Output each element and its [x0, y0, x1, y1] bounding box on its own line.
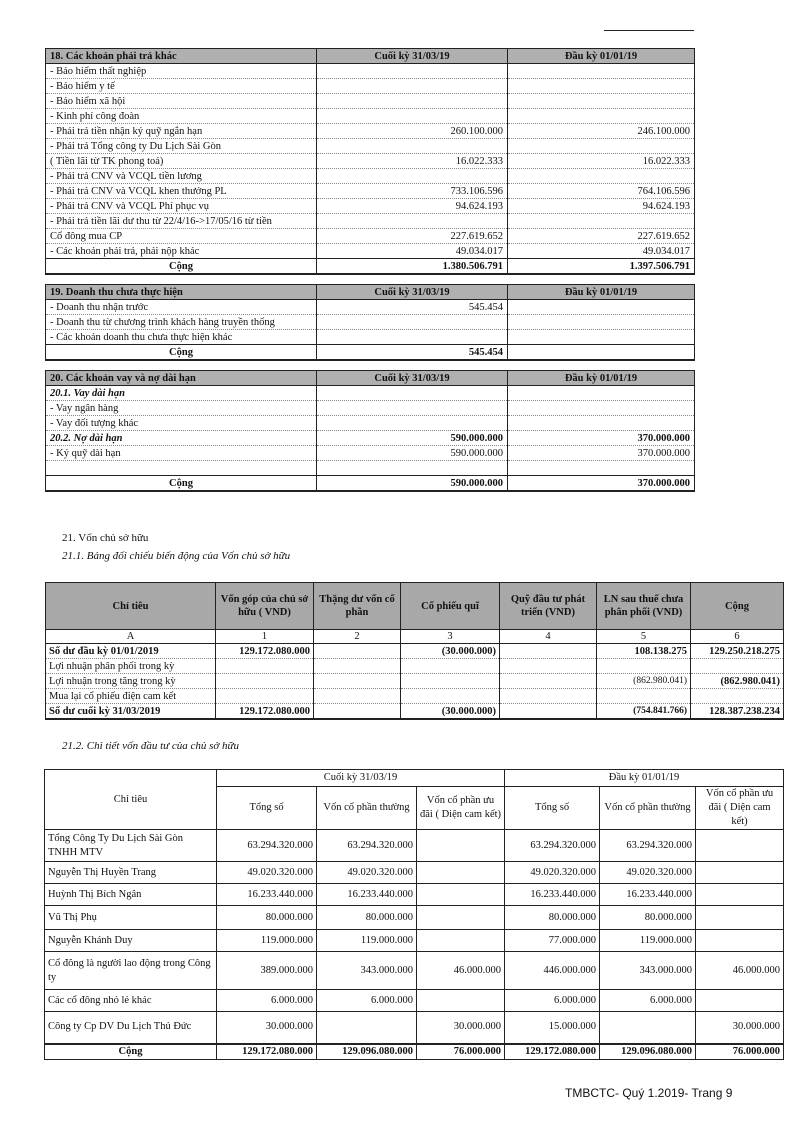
equity-row-c4: [500, 644, 597, 659]
unearned-row: [46, 330, 695, 345]
equity-row-label: Số dư đầu kỳ 01/01/2019: [46, 644, 216, 659]
inv-row-label: Tổng Công Ty Du Lịch Sài Gòn TNHH MTV: [45, 830, 217, 862]
unearned-row-end: [317, 315, 508, 330]
equity-row-c2: [314, 674, 401, 689]
investment-detail-table: [44, 769, 784, 1060]
equity-index-4: 4: [500, 630, 597, 644]
inv-row-c6: 30.000.000: [696, 1012, 784, 1044]
unearned-row-begin: [508, 315, 695, 330]
unearned-revenue-table: [45, 284, 695, 361]
inv-row-c1: 49.020.320.000: [217, 862, 317, 884]
inv-total-label: Cộng: [45, 1044, 217, 1060]
equity-row-c6: 128.387.238.234: [691, 704, 784, 720]
payables-row-begin: [508, 214, 695, 229]
inv-row-label: Nguyễn Khánh Duy: [45, 930, 217, 952]
inv-row-label: Nguyễn Thị Huyền Trang: [45, 862, 217, 884]
payables-row-label: Cổ đông mua CP: [46, 229, 317, 244]
payables-row: [46, 64, 695, 79]
loans-total-begin: 370.000.000: [508, 476, 695, 492]
payables-row-begin: 16.022.333: [508, 154, 695, 169]
inv-row-c5: 6.000.000: [600, 990, 696, 1012]
payables-title: 18. Các khoản phải trả khác: [46, 49, 317, 64]
top-rule: [604, 30, 694, 31]
inv-row-label: Huỳnh Thị Bích Ngân: [45, 884, 217, 906]
inv-row-label: Vũ Thị Phụ: [45, 906, 217, 930]
payables-row-end: 227.619.652: [317, 229, 508, 244]
inv-row: [45, 906, 784, 930]
payables-total-begin: 1.397.506.791: [508, 259, 695, 275]
loans-title: 20. Các khoản vay và nợ dài hạn: [46, 371, 317, 386]
payables-total-label: Cộng: [46, 259, 317, 275]
equity-row-c6: [691, 659, 784, 674]
loans-row-begin: [508, 401, 695, 416]
payables-row-begin: [508, 109, 695, 124]
equity-header-4: Quỹ đầu tư phát triển (VND): [500, 583, 597, 630]
payables-row-begin: [508, 169, 695, 184]
equity-row-c1: [216, 659, 314, 674]
loans-row-label: 20.2. Nợ dài hạn: [46, 431, 317, 446]
payables-row-end: 733.106.596: [317, 184, 508, 199]
inv-total-c5: 129.096.080.000: [600, 1044, 696, 1060]
payables-row-label: - Phải trả Tổng công ty Du Lịch Sài Gòn: [46, 139, 317, 154]
payables-row-label: - Phải trả CNV và VCQL tiền lương: [46, 169, 317, 184]
payables-row: [46, 94, 695, 109]
inv-row-c2: 16.233.440.000: [317, 884, 417, 906]
inv-row-c3: [417, 990, 505, 1012]
inv-total-c4: 129.172.080.000: [505, 1044, 600, 1060]
payables-row-end: 16.022.333: [317, 154, 508, 169]
equity-section-title: 21. Vốn chủ sở hữu: [62, 532, 149, 544]
loans-row-end: [317, 401, 508, 416]
payables-row-end: [317, 94, 508, 109]
equity-row-c5: 108.138.275: [597, 644, 691, 659]
inv-row-c3: [417, 830, 505, 862]
unearned-col1-header: Cuối kỳ 31/03/19: [317, 285, 508, 300]
inv-subheader-5: Vốn cổ phần ưu đãi ( Diện cam kết): [696, 787, 784, 830]
payables-row-end: 49.034.017: [317, 244, 508, 259]
payables-row-begin: [508, 94, 695, 109]
equity-row-c3: [401, 689, 500, 704]
inv-row-c5: 16.233.440.000: [600, 884, 696, 906]
inv-row-c3: [417, 906, 505, 930]
inv-row-c4: 15.000.000: [505, 1012, 600, 1044]
unearned-row-end: 545.454: [317, 300, 508, 315]
payables-row-label: - Phải trả tiền nhận ký quỹ ngắn hạn: [46, 124, 317, 139]
inv-row-c3: [417, 862, 505, 884]
equity-reconciliation-table: [45, 582, 784, 720]
equity-header-5: LN sau thuế chưa phân phối (VND): [597, 583, 691, 630]
inv-row-c5: 63.294.320.000: [600, 830, 696, 862]
equity-row-label: Lợi nhuận trong tăng trong kỳ: [46, 674, 216, 689]
payables-row-end: [317, 169, 508, 184]
loans-row-begin: [508, 386, 695, 401]
equity-row: [46, 689, 784, 704]
payables-row-label: - Phải trả CNV và VCQL khen thưởng PL: [46, 184, 317, 199]
loans-row-end: [317, 386, 508, 401]
inv-row: [45, 990, 784, 1012]
inv-row-c2: [317, 1012, 417, 1044]
equity-row-c6: [691, 689, 784, 704]
loans-row: [46, 461, 695, 476]
payables-row: [46, 214, 695, 229]
equity-row-c3: [401, 659, 500, 674]
inv-subheader-3: Tổng số: [505, 787, 600, 830]
inv-row-c6: [696, 906, 784, 930]
inv-row-c5: 49.020.320.000: [600, 862, 696, 884]
equity-row-c5: [597, 689, 691, 704]
inv-subheader-2: Vốn cổ phần ưu đãi ( Diện cam kết): [417, 787, 505, 830]
loans-row-end: [317, 461, 508, 476]
inv-subheader-1: Vốn cổ phần thường: [317, 787, 417, 830]
inv-row: [45, 930, 784, 952]
equity-row-c5: (754.841.766): [597, 704, 691, 720]
payables-col2-header: Đầu kỳ 01/01/19: [508, 49, 695, 64]
payables-row: [46, 79, 695, 94]
inv-row: [45, 1012, 784, 1044]
loans-row: [46, 401, 695, 416]
inv-row-label: Cổ đông là người lao động trong Công ty: [45, 952, 217, 990]
payables-row: [46, 154, 695, 169]
loans-row-end: 590.000.000: [317, 446, 508, 461]
payables-row-end: 260.100.000: [317, 124, 508, 139]
equity-row-c4: [500, 674, 597, 689]
investment-detail-title: 21.2. Chi tiết vốn đầu tư của chủ sở hữu: [62, 740, 240, 752]
equity-index-1: 1: [216, 630, 314, 644]
unearned-total-label: Cộng: [46, 345, 317, 361]
unearned-title: 19. Doanh thu chưa thực hiện: [46, 285, 317, 300]
loans-col1-header: Cuối kỳ 31/03/19: [317, 371, 508, 386]
loans-row-begin: [508, 461, 695, 476]
payables-row-end: [317, 214, 508, 229]
inv-total-c3: 76.000.000: [417, 1044, 505, 1060]
inv-row-c4: 49.020.320.000: [505, 862, 600, 884]
equity-row-c2: [314, 644, 401, 659]
payables-row: [46, 139, 695, 154]
inv-row-c2: 343.000.000: [317, 952, 417, 990]
unearned-row-label: - Các khoản doanh thu chưa thực hiện khác: [46, 330, 317, 345]
payables-row-begin: 764.106.596: [508, 184, 695, 199]
loans-row-begin: 370.000.000: [508, 446, 695, 461]
inv-subheader-0: Tổng số: [217, 787, 317, 830]
equity-row-c2: [314, 704, 401, 720]
payables-row-end: [317, 109, 508, 124]
equity-row-c4: [500, 689, 597, 704]
inv-row-c2: 49.020.320.000: [317, 862, 417, 884]
payables-row-begin: 49.034.017: [508, 244, 695, 259]
equity-row-c2: [314, 689, 401, 704]
loans-row-begin: 370.000.000: [508, 431, 695, 446]
payables-row: [46, 109, 695, 124]
inv-row-c2: 80.000.000: [317, 906, 417, 930]
payables-row: [46, 169, 695, 184]
payables-row-end: [317, 79, 508, 94]
inv-row-c6: [696, 862, 784, 884]
inv-row-c1: 6.000.000: [217, 990, 317, 1012]
inv-group-begin-header: Đầu kỳ 01/01/19: [505, 770, 784, 787]
equity-index-5: 5: [597, 630, 691, 644]
loans-row-end: 590.000.000: [317, 431, 508, 446]
payables-row-begin: 94.624.193: [508, 199, 695, 214]
payables-row-label: - Các khoản phải trả, phải nộp khác: [46, 244, 317, 259]
equity-row-c6: 129.250.218.275: [691, 644, 784, 659]
loans-total-end: 590.000.000: [317, 476, 508, 492]
inv-row-c5: [600, 1012, 696, 1044]
inv-total-c6: 76.000.000: [696, 1044, 784, 1060]
inv-row-label: Các cổ đông nhỏ lẻ khác: [45, 990, 217, 1012]
unearned-row-label: - Doanh thu từ chương trình khách hàng truyền thống: [46, 315, 317, 330]
equity-row-c1: 129.172.080.000: [216, 704, 314, 720]
payables-row-label: - Phải trả tiền lãi dư thu từ 22/4/16->17/05/16 từ tiền: [46, 214, 317, 229]
payables-row-begin: [508, 139, 695, 154]
payables-row-begin: 227.619.652: [508, 229, 695, 244]
inv-row-c4: 63.294.320.000: [505, 830, 600, 862]
loans-col2-header: Đầu kỳ 01/01/19: [508, 371, 695, 386]
loans-row: [46, 431, 695, 446]
inv-total-c2: 129.096.080.000: [317, 1044, 417, 1060]
payables-row-label: - Kinh phí công đoàn: [46, 109, 317, 124]
inv-row-c3: [417, 884, 505, 906]
equity-row-c5: (862.980.041): [597, 674, 691, 689]
inv-row-c5: 80.000.000: [600, 906, 696, 930]
equity-index-3: 3: [401, 630, 500, 644]
payables-row-begin: [508, 79, 695, 94]
unearned-row-begin: [508, 330, 695, 345]
equity-index-6: 6: [691, 630, 784, 644]
long-term-loans-table: [45, 370, 695, 492]
inv-row-c1: 16.233.440.000: [217, 884, 317, 906]
unearned-total-begin: [508, 345, 695, 361]
page-footer: TMBCTC- Quý 1.2019- Trang 9: [565, 1086, 733, 1100]
loans-row-label: 20.1. Vay dài hạn: [46, 386, 317, 401]
payables-row: [46, 184, 695, 199]
equity-header-2: Thặng dư vốn cổ phần: [314, 583, 401, 630]
equity-header-1: Vốn góp của chủ sở hữu ( VND): [216, 583, 314, 630]
payables-row-begin: 246.100.000: [508, 124, 695, 139]
inv-row-label: Công ty Cp DV Du Lịch Thủ Đức: [45, 1012, 217, 1044]
equity-index-0: A: [46, 630, 216, 644]
loans-row-end: [317, 416, 508, 431]
equity-header-6: Cộng: [691, 583, 784, 630]
inv-row-c4: 16.233.440.000: [505, 884, 600, 906]
equity-row-c2: [314, 659, 401, 674]
payables-row-end: 94.624.193: [317, 199, 508, 214]
equity-reconciliation-title: 21.1. Bảng đối chiếu biến động của Vốn chủ sở hữu: [62, 550, 291, 562]
inv-row-c3: 46.000.000: [417, 952, 505, 990]
inv-row-c3: [417, 930, 505, 952]
payables-row-label: - Bảo hiểm thất nghiệp: [46, 64, 317, 79]
equity-row-c3: [401, 674, 500, 689]
payables-row-begin: [508, 64, 695, 79]
payables-row-end: [317, 64, 508, 79]
equity-header-3: Cổ phiếu quĩ: [401, 583, 500, 630]
inv-row-c6: [696, 990, 784, 1012]
loans-row-label: - Vay ngân hàng: [46, 401, 317, 416]
payables-row-label: - Phải trả CNV và VCQL Phí phục vụ: [46, 199, 317, 214]
loans-row: [46, 386, 695, 401]
inv-row-c1: 389.000.000: [217, 952, 317, 990]
equity-row-c6: (862.980.041): [691, 674, 784, 689]
payables-row: [46, 244, 695, 259]
inv-row-c6: [696, 830, 784, 862]
inv-row-c1: 30.000.000: [217, 1012, 317, 1044]
payables-total-end: 1.380.506.791: [317, 259, 508, 275]
loans-total-label: Cộng: [46, 476, 317, 492]
inv-row-c2: 63.294.320.000: [317, 830, 417, 862]
equity-row: [46, 704, 784, 720]
equity-header-0: Chỉ tiêu: [46, 583, 216, 630]
inv-row-c2: 6.000.000: [317, 990, 417, 1012]
equity-row-c1: [216, 674, 314, 689]
equity-row-c4: [500, 704, 597, 720]
inv-row-c1: 119.000.000: [217, 930, 317, 952]
payables-row: [46, 124, 695, 139]
inv-row-c6: [696, 930, 784, 952]
inv-row-c5: 343.000.000: [600, 952, 696, 990]
inv-row: [45, 884, 784, 906]
equity-row: [46, 644, 784, 659]
equity-row-c3: (30.000.000): [401, 644, 500, 659]
unearned-row: [46, 315, 695, 330]
unearned-row-begin: [508, 300, 695, 315]
inv-row-c4: 6.000.000: [505, 990, 600, 1012]
inv-group-end-header: Cuối kỳ 31/03/19: [217, 770, 505, 787]
loans-row-label: - Vay đối tượng khác: [46, 416, 317, 431]
payables-table: [45, 48, 695, 275]
payables-col1-header: Cuối kỳ 31/03/19: [317, 49, 508, 64]
inv-row-c1: 63.294.320.000: [217, 830, 317, 862]
inv-total-c1: 129.172.080.000: [217, 1044, 317, 1060]
unearned-total-end: 545.454: [317, 345, 508, 361]
inv-subheader-4: Vốn cổ phần thường: [600, 787, 696, 830]
inv-row-c1: 80.000.000: [217, 906, 317, 930]
loans-row-begin: [508, 416, 695, 431]
inv-row-c5: 119.000.000: [600, 930, 696, 952]
equity-row-c4: [500, 659, 597, 674]
inv-row-c4: 446.000.000: [505, 952, 600, 990]
inv-row-c4: 77.000.000: [505, 930, 600, 952]
loans-row: [46, 446, 695, 461]
payables-row-label: - Bảo hiểm xã hội: [46, 94, 317, 109]
equity-row-label: Mua lại cổ phiếu điện cam kết: [46, 689, 216, 704]
inv-row-c4: 80.000.000: [505, 906, 600, 930]
equity-row-c5: [597, 659, 691, 674]
inv-row: [45, 862, 784, 884]
equity-index-2: 2: [314, 630, 401, 644]
equity-row-label: Lợi nhuận phân phối trong kỳ: [46, 659, 216, 674]
payables-row-label: ( Tiền lãi từ TK phong toả): [46, 154, 317, 169]
equity-row-label: Số dư cuối kỳ 31/03/2019: [46, 704, 216, 720]
unearned-row-label: - Doanh thu nhận trước: [46, 300, 317, 315]
payables-row-end: [317, 139, 508, 154]
inv-row-c6: 46.000.000: [696, 952, 784, 990]
inv-row: [45, 830, 784, 862]
inv-row-c6: [696, 884, 784, 906]
payables-row: [46, 229, 695, 244]
inv-row: [45, 952, 784, 990]
equity-row-c1: 129.172.080.000: [216, 644, 314, 659]
unearned-row: [46, 300, 695, 315]
inv-label-header: Chỉ tiêu: [45, 770, 217, 830]
unearned-col2-header: Đầu kỳ 01/01/19: [508, 285, 695, 300]
equity-row: [46, 659, 784, 674]
loans-row-label: [46, 461, 317, 476]
equity-row-c1: [216, 689, 314, 704]
loans-row: [46, 416, 695, 431]
loans-row-label: - Ký quỹ dài hạn: [46, 446, 317, 461]
unearned-row-end: [317, 330, 508, 345]
inv-row-c3: 30.000.000: [417, 1012, 505, 1044]
payables-row: [46, 199, 695, 214]
equity-row: [46, 674, 784, 689]
payables-row-label: - Bảo hiểm y tế: [46, 79, 317, 94]
equity-row-c3: (30.000.000): [401, 704, 500, 720]
inv-row-c2: 119.000.000: [317, 930, 417, 952]
